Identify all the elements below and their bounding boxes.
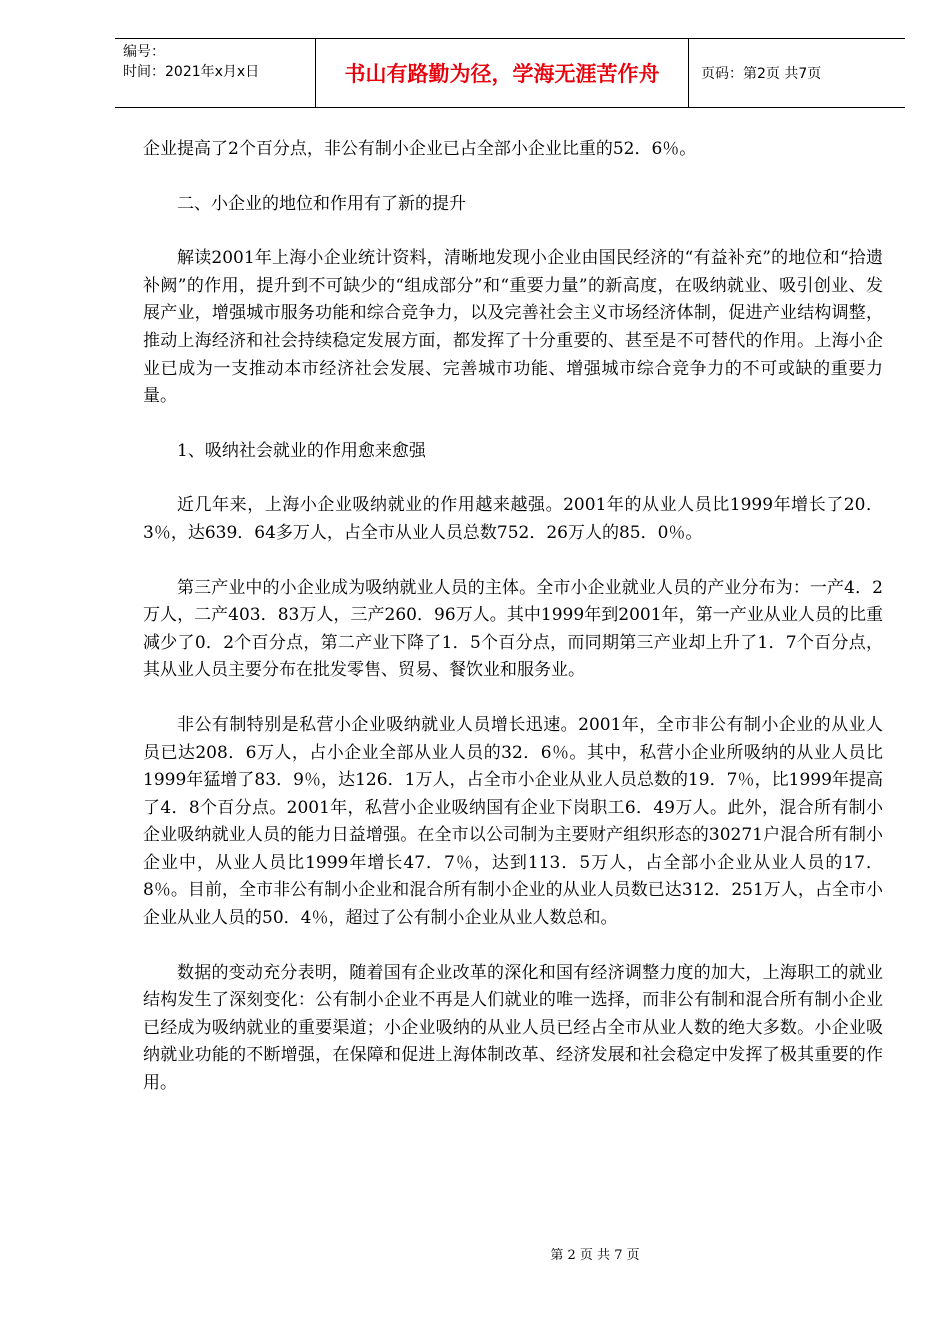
time-label: 时间：2021年x月x日: [123, 64, 260, 80]
page-footer: [0, 1244, 950, 1263]
header-page-cell: [689, 39, 905, 107]
document-body: [143, 136, 883, 1098]
header-page-label: 页码：第2页 共7页: [701, 66, 822, 82]
paragraph: 解读2001年上海小企业统计资料，清晰地发现小企业由国民经济的“有益补充”的地位和“拾遗补阙”的作用，提升到不可缺少的“组成部分”和“重要力量”的新高度，在吸纳就业、吸引创业、发展产业，增强城市服务功能和综合竞争力，以及完善社会主义市场经济体制，促进产业结构调整，推动上海经济和社会持续稳定发展方面，都发挥了十分重要的、甚至是不可替代的作用。上海小企业已成为一支推动本市经济社会发展、完善城市功能、增强城市综合竞争力的不可或缺的重要力量。: [143, 248, 883, 407]
motto-text: 书山有路勤为径，学海无涯苦作舟: [344, 62, 660, 86]
page-header: [115, 38, 905, 108]
paragraph: 近几年来，上海小企业吸纳就业的作用越来越强。2001年的从业人员比1999年增长了20．3％，达639．64多万人，占全市从业人员总数752．26万人的85．0％。: [143, 495, 883, 543]
footer-page-number: 第 2 页 共 7 页: [550, 1248, 640, 1263]
header-motto-cell: [315, 39, 689, 107]
header-meta: [115, 39, 315, 107]
serial-label: 编号：: [123, 44, 165, 60]
paragraph: 第三产业中的小企业成为吸纳就业人员的主体。全市小企业就业人员的产业分布为：一产4．2万人，二产403．83万人，三产260．96万人。其中1999年到2001年，第一产业从业人员的比重减少了0．2个百分点，第二产业下降了1．5个百分点，而同期第三产业却上升了1．7个百分点，其从业人员主要分布在批发零售、贸易、餐饮业和服务业。: [143, 577, 883, 681]
subsection-heading: 1、吸纳社会就业的作用愈来愈强: [177, 440, 426, 461]
section-heading: 二、小企业的地位和作用有了新的提升: [177, 193, 466, 214]
paragraph: 非公有制特别是私营小企业吸纳就业人员增长迅速。2001年，全市非公有制小企业的从业人员已达208．6万人，占小企业全部从业人员的32．6％。其中，私营小企业所吸纳的从业人员比1999年猛增了83．9％，达126．1万人，占全市小企业从业人员总数的19．7％，比1999年提高了4．8个百分点。2001年，私营小企业吸纳国有企业下岗职工6．49万人。此外，混合所有制小企业吸纳就业人员的能力日益增强。在全市以公司制为主要财产组织形态的30271户混合所有制小企业中，从业人员比1999年增长47．7％，达到113．5万人，占全部小企业从业人员的17．8％。目前，全市非公有制小企业和混合所有制小企业的从业人员数已达312．251万人，占全市小企业从业人员的50．4％，超过了公有制小企业从业人数总和。: [143, 714, 883, 929]
paragraph: 数据的变动充分表明，随着国有企业改革的深化和国有经济调整力度的加大，上海职工的就业结构发生了深刻变化：公有制小企业不再是人们就业的唯一选择，而非公有制和混合所有制小企业已经成为吸纳就业的重要渠道；小企业吸纳的从业人员已经占全市从业人数的绝大多数。小企业吸纳就业功能的不断增强，在保障和促进上海体制改革、经济发展和社会稳定中发挥了极其重要的作用。: [143, 962, 883, 1094]
paragraph: 企业提高了2个百分点，非公有制小企业已占全部小企业比重的52．6％。: [143, 139, 697, 159]
